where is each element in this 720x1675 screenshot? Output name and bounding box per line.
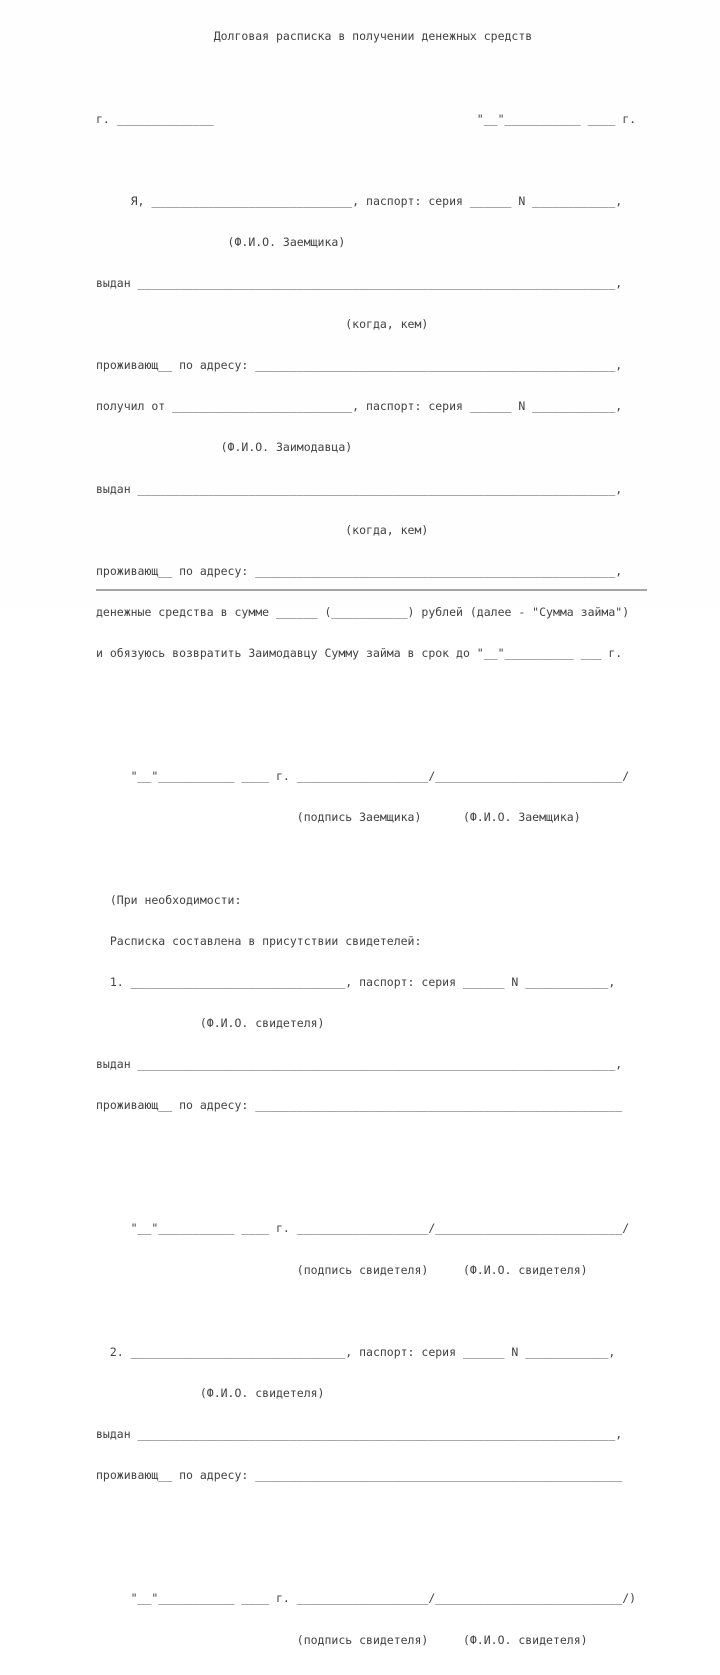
when-by-whom-caption: (когда, кем) — [96, 522, 429, 537]
lender-address-line: проживающ__ по адресу: ____________________________________________________, — [96, 563, 623, 578]
witness1-signature-line: "__"___________ ____ г. ___________________/___________________________/ — [96, 1221, 630, 1236]
witness1-name-passport-line: 1. _______________________________, паспорт: серия ______ N ____________, — [96, 974, 616, 989]
passport-issued-line: выдан _____________________________________________________________________, — [96, 1057, 623, 1072]
blank-line — [96, 688, 636, 702]
witness-fio-caption: (Ф.И.О. свидетеля) — [96, 1385, 325, 1400]
lender-fio-caption: (Ф.И.О. Заимодавца) — [96, 440, 353, 455]
witness1-address-line: проживающ__ по адресу: _____________________________________________________ — [96, 1098, 623, 1113]
passport-issued-line: выдан _____________________________________________________________________, — [96, 1427, 623, 1441]
blank-line — [96, 1510, 636, 1524]
if-necessary-note: (При необходимости: — [96, 892, 242, 907]
witness2-address-line: проживающ__ по адресу: _____________________________________________________ — [96, 1468, 623, 1483]
witnesses-statement-line: Расписка составлена в присутствии свидетелей: — [96, 933, 422, 948]
blank-line — [96, 1305, 636, 1319]
witness-signature-captions: (подпись свидетеля) (Ф.И.О. свидетеля) — [96, 1632, 588, 1647]
document-title: Долговая расписка в получении денежных средств — [96, 29, 533, 44]
passport-issued-line: выдан _____________________________________________________________________, — [96, 276, 623, 291]
witness-signature-captions: (подпись свидетеля) (Ф.И.О. свидетеля) — [96, 1262, 588, 1277]
city-and-date-line: г. ______________ "__"___________ ____ г. — [96, 111, 637, 126]
borrower-fio-caption: (Ф.И.О. Заемщика) — [96, 234, 346, 249]
borrower-name-passport-line: Я, _____________________________, паспорт: серия ______ N ____________, — [96, 193, 623, 208]
witness-fio-caption: (Ф.И.О. свидетеля) — [96, 1015, 325, 1030]
borrower-signature-line: "__"___________ ____ г. ___________________/___________________________/ — [96, 769, 630, 784]
witness2-name-passport-line: 2. _______________________________, паспорт: серия ______ N ____________, — [96, 1344, 616, 1359]
blank-line — [96, 1140, 636, 1154]
repayment-obligation-line: и обязуюсь возвратить Заимодавцу Сумму займа в срок до "__"__________ ___ г. — [96, 646, 623, 661]
lender-name-passport-line: получил от __________________________, паспорт: серия ______ N ____________, — [96, 399, 623, 414]
blank-line — [96, 1551, 636, 1565]
borrower-address-line: проживающ__ по адресу: ____________________________________________________, — [96, 358, 623, 373]
borrower-signature-captions: (подпись Заемщика) (Ф.И.О. Заемщика) — [96, 810, 581, 825]
blank-line — [96, 729, 636, 743]
blank-line — [96, 853, 636, 867]
loan-amount-line: денежные средства в сумме ______ (___________) рублей (далее - "Сумма займа") — [96, 604, 630, 619]
witness2-signature-line: "__"___________ ____ г. ___________________/___________________________/) — [96, 1591, 637, 1606]
promissory-note-document — [96, 3, 636, 1675]
when-by-whom-caption: (когда, кем) — [96, 317, 429, 332]
blank-line — [96, 1181, 636, 1195]
blank-line — [96, 72, 636, 86]
page-bottom-divider — [96, 589, 647, 591]
passport-issued-line: выдан _____________________________________________________________________, — [96, 481, 623, 496]
blank-line — [96, 154, 636, 168]
